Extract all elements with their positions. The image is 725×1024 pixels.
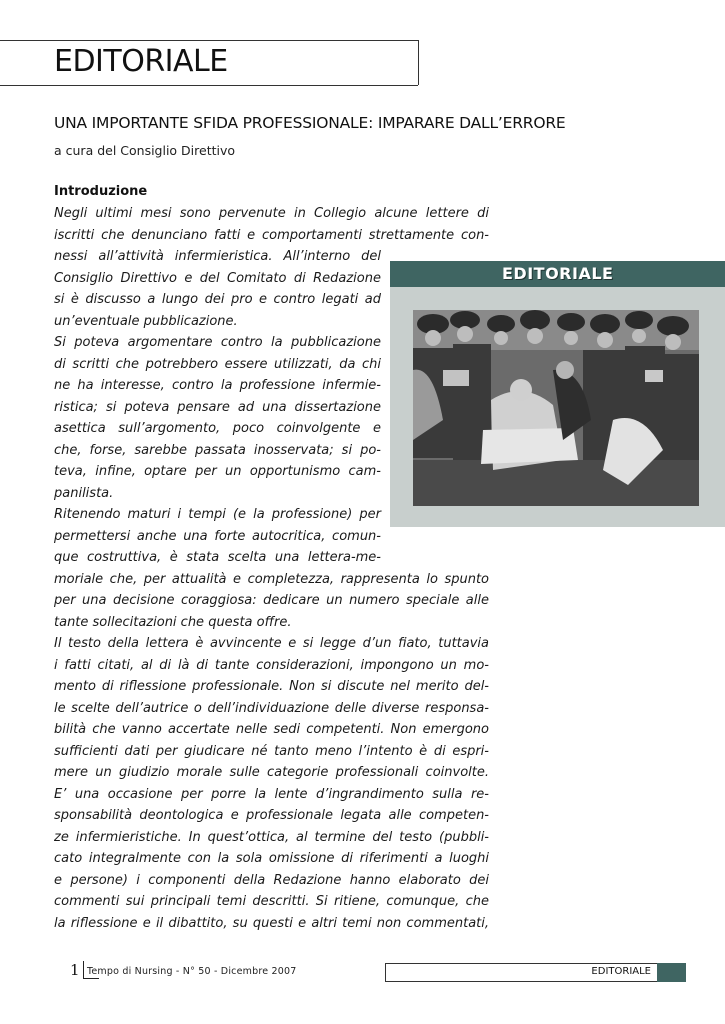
body-line: Negli ultimi mesi sono pervenute in Collegio alcune lettere di <box>54 206 489 221</box>
journal-info: Tempo di Nursing - N° 50 - Dicembre 2007 <box>87 966 297 977</box>
page-number-underline <box>83 978 99 979</box>
intro-heading: Introduzione <box>54 184 148 199</box>
body-line: ne ha interesse, contro la professione infermie- <box>54 378 381 393</box>
body-line: un’eventuale pubblicazione. <box>54 313 238 329</box>
body-line: Consiglio Direttivo e del Comitato di Redazione <box>54 270 381 286</box>
body-line: e persone) i componenti della Redazione hanno elaborato dei <box>54 872 489 888</box>
painting-illustration <box>413 310 699 506</box>
sidebar-header <box>390 261 725 287</box>
body-line: le scelte dell’autrice o dell’individuazione delle diverse responsa- <box>54 700 489 716</box>
body-line: ze infermieristiche. In quest’ottica, al termine del testo (pubbli- <box>54 829 489 845</box>
header-rule-bottom <box>0 85 418 86</box>
body-line: moriale che, per attualità e completezza, rappresenta lo spunto <box>54 571 489 587</box>
article-byline: a cura del Consiglio Direttivo <box>54 143 236 158</box>
body-line: mento di riflessione professionale. Non si discute nel merito del- <box>54 679 489 694</box>
body-line: Ritenendo maturi i tempi (e la professione) per <box>54 507 381 522</box>
body-line: si è discusso a lungo dei pro e contro legati ad <box>54 292 381 307</box>
medieval-painting-image <box>413 310 699 506</box>
body-line: nessi all’attività infermieristica. All’interno del <box>54 249 381 264</box>
body-line: la riflessione e il dibattito, su questi e altri temi non commentati, <box>54 915 489 931</box>
sidebar-title: EDITORIALE <box>502 264 614 283</box>
body-line: sponsabilità deontologica e professionale legata alle competen- <box>54 808 489 823</box>
body-line: Si poteva argomentare contro la pubblicazione <box>54 335 381 350</box>
section-title: EDITORIALE <box>54 44 228 79</box>
header-rule-right <box>418 40 419 85</box>
body-line: iscritti che denunciano fatti e comportamenti strettamente con- <box>54 227 489 243</box>
body-line: teva, infine, optare per un opportunismo cam- <box>54 464 381 479</box>
body-line: panilista. <box>54 485 114 501</box>
sidebar-panel <box>390 261 725 527</box>
body-line: sufficienti dati per giudicare né tanto meno l’intento è di espri- <box>54 743 489 759</box>
footer-section-label: EDITORIALE <box>591 966 651 977</box>
body-line: tante sollecitazioni che questa offre. <box>54 614 292 630</box>
footer-section-box <box>385 963 657 982</box>
page-number-rule <box>83 961 84 979</box>
article-title: UNA IMPORTANTE SFIDA PROFESSIONALE: IMPARARE DALL’ERRORE <box>54 114 566 132</box>
body-line: Il testo della lettera è avvincente e si legge d’un fiato, tuttavia <box>54 636 489 651</box>
body-line: mere un giudizio morale sulle categorie professionali coinvolte. <box>54 765 489 780</box>
body-line: i fatti citati, al di là di tante considerazioni, impongono un mo- <box>54 657 489 673</box>
body-line: bilità che vanno accertate nelle sedi competenti. Non emergono <box>54 722 489 737</box>
body-line: asettica sull’argomento, poco coinvolgente e <box>54 421 381 436</box>
body-line: cato integralmente con la sola omissione di riferimenti a luoghi <box>54 851 489 866</box>
body-line: E’ una occasione per porre la lente d’ingrandimento sulla re- <box>54 786 489 802</box>
header-rule-top <box>0 40 418 41</box>
body-line: per una decisione coraggiosa: dedicare un numero speciale alle <box>54 593 489 608</box>
footer-color-swatch <box>657 963 686 982</box>
body-line: di scritti che potrebbero essere utilizzati, da chi <box>54 356 381 372</box>
body-line: ristica; si poteva pensare ad una dissertazione <box>54 399 381 415</box>
page-number: 1 <box>70 961 80 979</box>
body-line: commenti sui principali temi descritti. Si ritiene, comunque, che <box>54 894 489 909</box>
body-line: que costruttiva, è stata scelta una lettera-me- <box>54 550 381 565</box>
body-line: permettersi anche una forte autocritica, comun- <box>54 528 381 544</box>
body-line: che, forse, sarebbe passata inosservata; si po- <box>54 442 381 458</box>
